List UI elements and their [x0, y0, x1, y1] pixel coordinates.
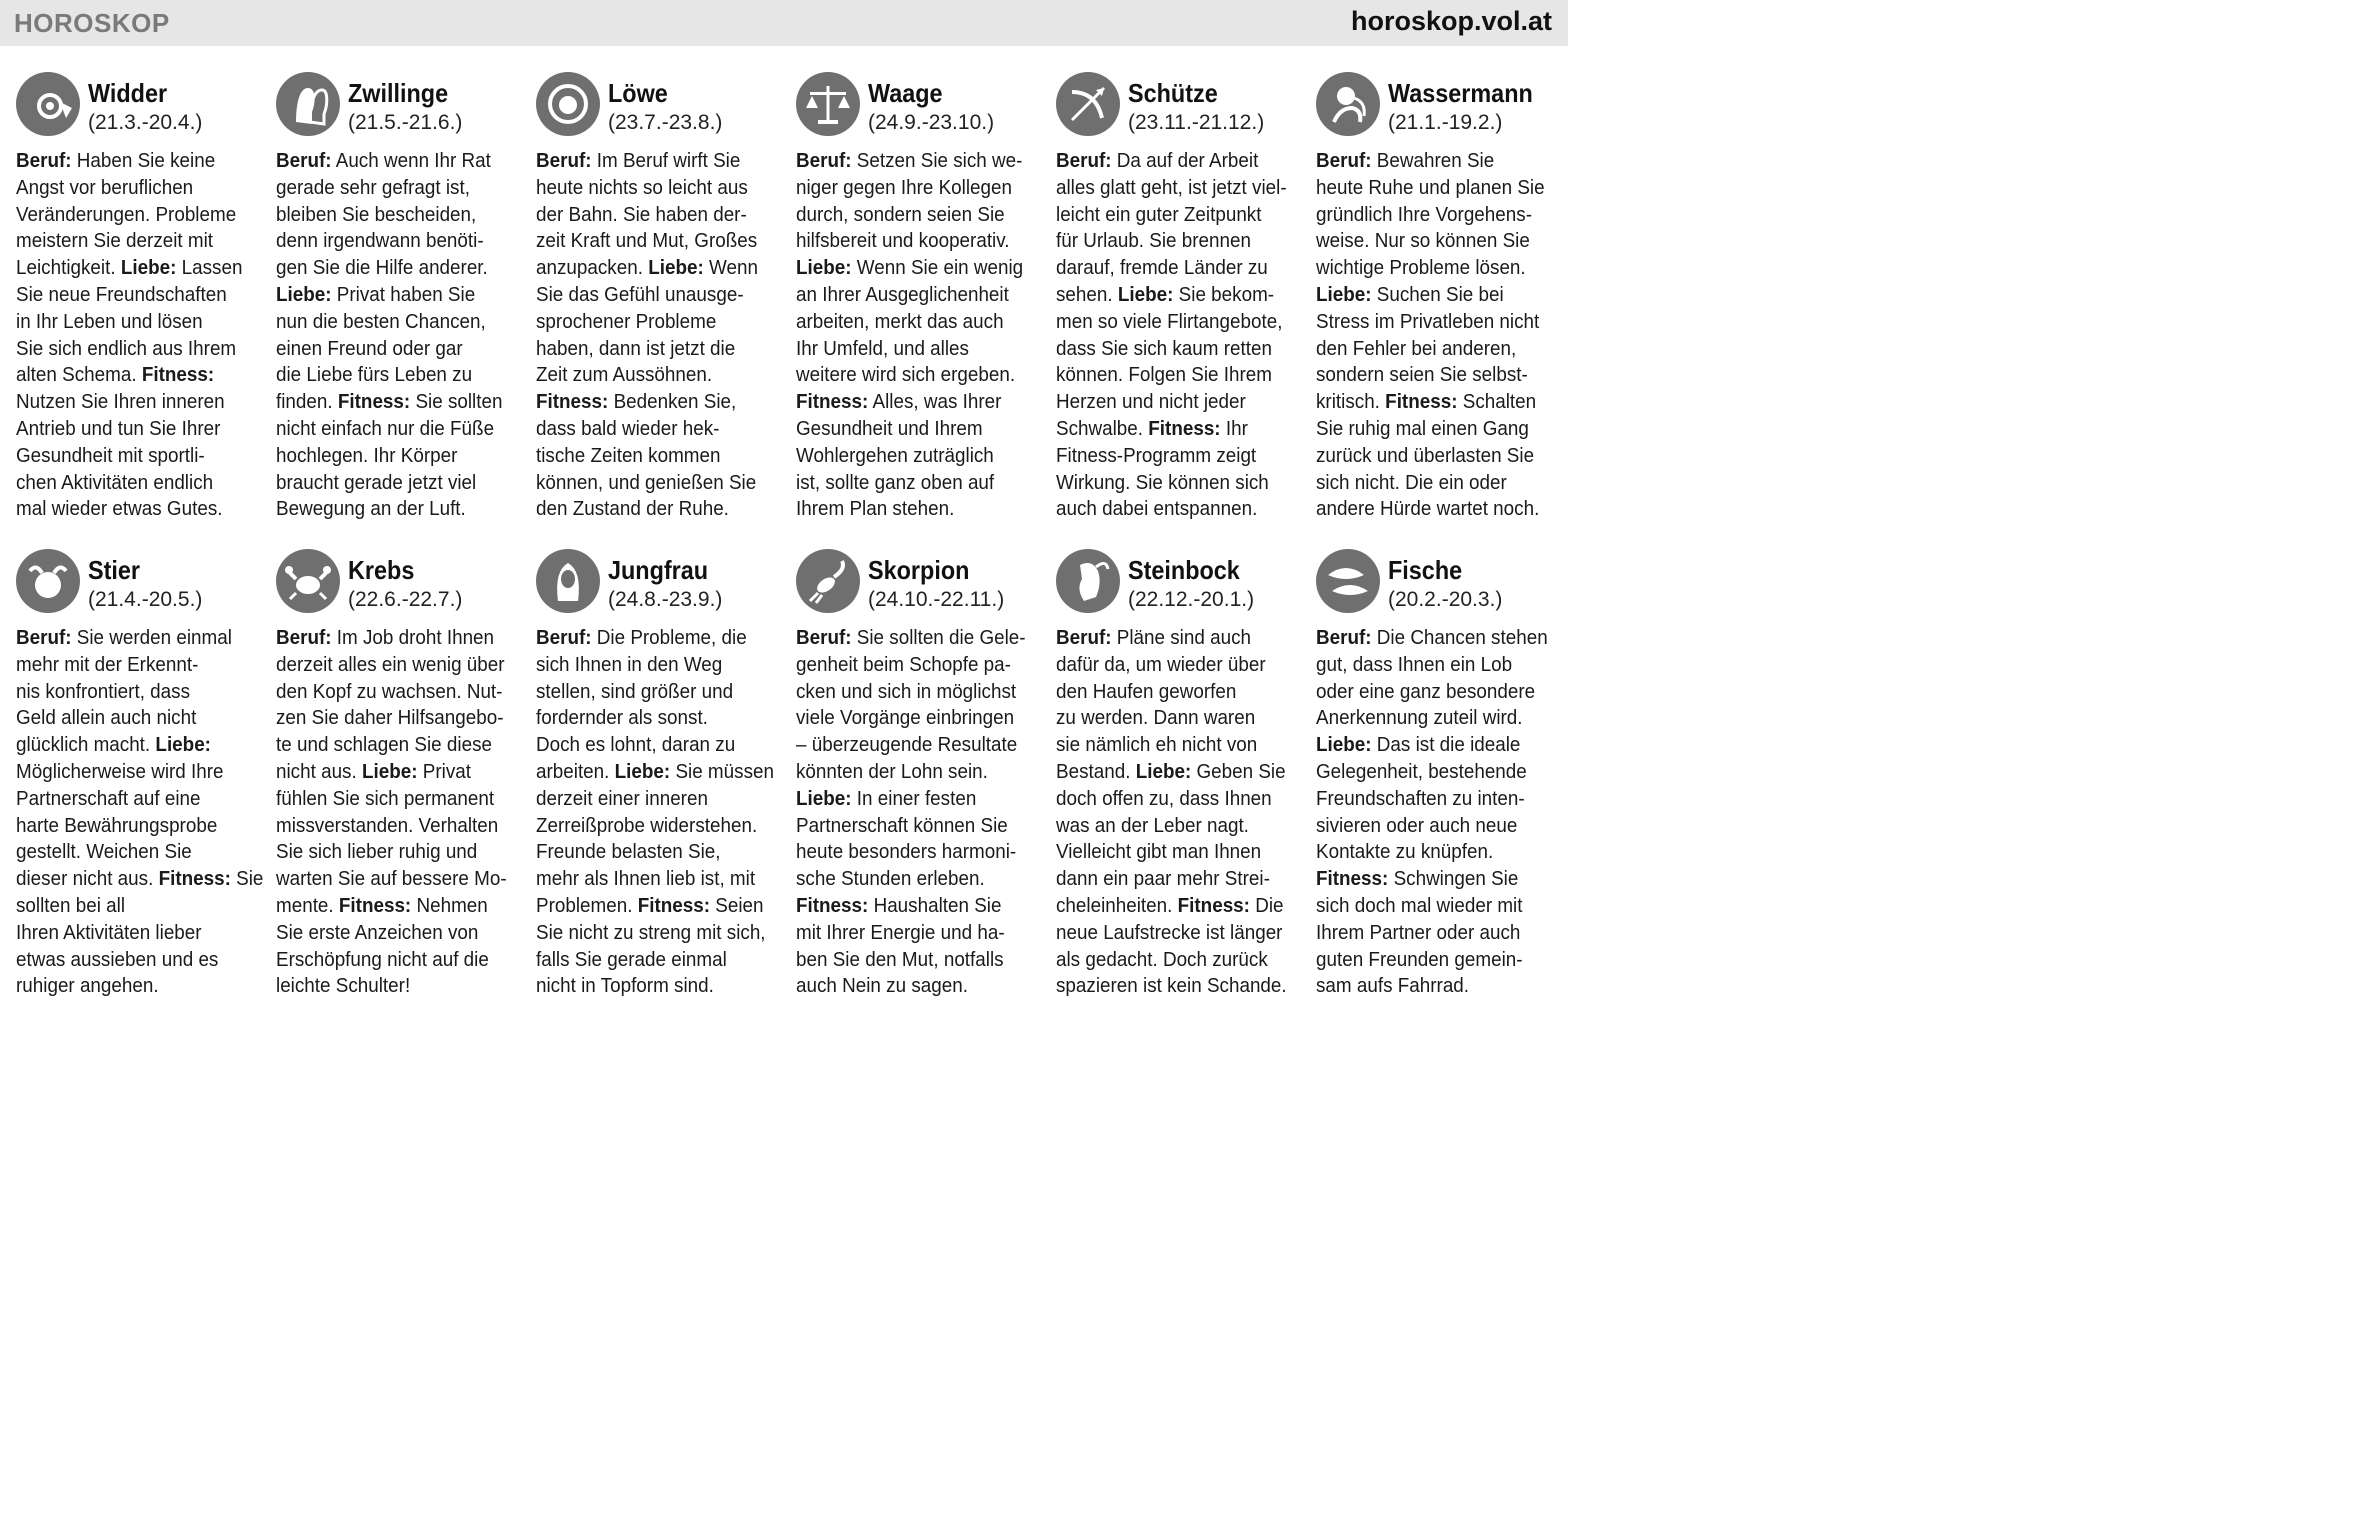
label-beruf: Beruf: — [796, 149, 852, 172]
header-bar — [0, 0, 1568, 46]
text-liebe: Geben Sie doch offen zu, dass Ihnen was an der Leber nagt. Vielleicht gibt man Ihnen dann ein paar mehr Strei- cheleinheiten. — [1056, 759, 1286, 917]
sign-forecast-text — [796, 625, 1046, 1000]
sign-forecast-text — [536, 148, 786, 523]
text-fitness: Sie sollten bei all Ihren Aktivitäten lieber etwas aussieben und es ruhiger angehen. — [16, 867, 264, 998]
sign-name: Schütze — [1128, 78, 1218, 108]
text-liebe: Das ist die ideale Gelegenheit, bestehende Freundschaften zu inten- sivieren oder auch neue Kontakte zu knüpfen. — [1316, 733, 1527, 864]
sign-forecast-text — [1316, 148, 1566, 523]
goat-icon — [1056, 549, 1120, 613]
label-liebe: Liebe: — [648, 256, 704, 280]
sign-forecast-text — [276, 625, 526, 1000]
sign-header — [1056, 547, 1304, 617]
text-fitness: Bedenken Sie, dass bald wieder hek- tische Zeiten kommen können, und genießen Sie den Zustand der Ruhe. — [536, 390, 757, 521]
bull-icon — [16, 549, 80, 613]
crab-icon — [276, 549, 340, 613]
label-liebe: Liebe: — [276, 282, 332, 306]
text-liebe: Wenn Sie das Gefühl unausge- sprochener Probleme haben, dann ist jetzt die Zeit zum Aussöhnen. — [536, 256, 758, 387]
label-liebe: Liebe: — [120, 256, 177, 280]
scales-icon — [796, 72, 860, 136]
sign-name: Widder — [88, 78, 168, 108]
sign-header — [276, 70, 524, 140]
fish-icon — [1316, 549, 1380, 613]
label-beruf: Beruf: — [1056, 149, 1112, 172]
sign-name: Stier — [88, 555, 141, 585]
text-liebe: In einer festen Partnerschaft können Sie heute besonders harmoni- sche Stunden erleben. — [796, 786, 1017, 891]
sign-wassermann — [1316, 70, 1564, 523]
sign-dates: (24.8.-23.9.) — [608, 588, 723, 611]
sign-name: Löwe — [608, 78, 668, 108]
sign-header — [536, 70, 784, 140]
text-liebe: Privat haben Sie nun die besten Chancen, einen Freund oder gar die Liebe fürs Leben zu finden. — [276, 282, 486, 414]
sign-dates: (20.2.-20.3.) — [1388, 588, 1503, 611]
sign-dates: (21.3.-20.4.) — [88, 111, 203, 134]
sign-forecast-text — [16, 148, 266, 523]
sign-forecast-text — [1316, 625, 1566, 1000]
label-fitness: Fitness: — [1316, 867, 1389, 891]
sign-header — [796, 547, 1044, 617]
sign-dates: (21.1.-19.2.) — [1388, 111, 1503, 134]
text-fitness: Nehmen Sie erste Anzeichen von Erschöpfung nicht auf die leichte Schulter! — [276, 893, 489, 998]
sign-name: Fische — [1388, 555, 1463, 585]
text-beruf: Haben Sie keine Angst vor beruflichen Veränderungen. Probleme meistern Sie derzeit mit Leichtigkeit. — [16, 149, 237, 280]
sign-forecast-text — [1056, 625, 1306, 1000]
sign-name: Waage — [868, 78, 943, 108]
text-fitness: Sie sollten nicht einfach nur die Füße hochlegen. Ihr Körper braucht gerade jetzt viel Bewegung an der Luft. — [276, 390, 503, 521]
label-fitness: Fitness: — [158, 867, 231, 891]
label-fitness: Fitness: — [338, 893, 412, 917]
sign-forecast-text — [16, 625, 266, 1000]
label-beruf: Beruf: — [16, 149, 72, 172]
sign-schütze — [1056, 70, 1304, 523]
label-beruf: Beruf: — [536, 149, 592, 172]
label-fitness: Fitness: — [1177, 893, 1250, 917]
label-liebe: Liebe: — [155, 733, 211, 757]
text-fitness: Haushalten Sie mit Ihrer Energie und ha- ben Sie den Mut, notfalls auch Nein zu sagen. — [796, 893, 1005, 998]
sign-dates: (21.4.-20.5.) — [88, 588, 203, 611]
label-beruf: Beruf: — [1056, 626, 1112, 649]
label-beruf: Beruf: — [536, 626, 592, 649]
sign-krebs — [276, 547, 524, 1000]
text-liebe: Privat fühlen Sie sich permanent missverstanden. Verhalten Sie sich lieber ruhig und warten Sie auf bessere Mo- mente. — [276, 759, 507, 917]
lion-icon — [536, 72, 600, 136]
sign-name: Steinbock — [1128, 555, 1240, 585]
label-fitness: Fitness: — [536, 390, 609, 414]
label-beruf: Beruf: — [1316, 626, 1372, 649]
text-fitness: Schwingen Sie sich doch mal wieder mit Ihrem Partner oder auch guten Freunden gemein- sam aufs Fahrrad. — [1316, 867, 1523, 998]
label-fitness: Fitness: — [1148, 416, 1221, 440]
sign-forecast-text — [536, 625, 786, 1000]
archer-icon — [1056, 72, 1120, 136]
sign-header — [536, 547, 784, 617]
label-liebe: Liebe: — [1117, 282, 1174, 306]
virgin-icon — [536, 549, 600, 613]
label-beruf: Beruf: — [276, 149, 332, 172]
sign-dates: (23.7.-23.8.) — [608, 111, 723, 134]
label-liebe: Liebe: — [361, 759, 418, 783]
sign-header — [1316, 547, 1564, 617]
text-beruf: Bewahren Sie heute Ruhe und planen Sie gründlich Ihre Vorgehens- weise. Nur so können Sie wichtige Probleme lösen. — [1316, 149, 1545, 280]
sign-name: Jungfrau — [608, 555, 709, 585]
sign-dates: (23.11.-21.12.) — [1128, 111, 1265, 134]
sign-header — [276, 547, 524, 617]
sign-steinbock — [1056, 547, 1304, 1000]
label-fitness: Fitness: — [796, 390, 869, 414]
text-fitness: Seien Sie nicht zu streng mit sich, falls Sie gerade einmal nicht in Topform sind. — [536, 893, 766, 998]
text-liebe: Sie bekom- men so viele Flirtangebote, dass Sie sich kaum retten können. Folgen Sie Ihrem Herzen und nicht jeder Schwalbe. — [1056, 282, 1283, 440]
scorpion-icon — [796, 549, 860, 613]
text-beruf: Pläne sind auch dafür da, um wieder über den Haufen geworfen zu werden. Dann waren sie nämlich eh nicht von Bestand. — [1056, 626, 1266, 783]
sign-waage — [796, 70, 1044, 523]
sign-dates: (22.6.-22.7.) — [348, 588, 463, 611]
text-beruf: Setzen Sie sich we- niger gegen Ihre Kollegen durch, sondern seien Sie hilfsbereit und kooperativ. — [796, 149, 1023, 253]
sign-dates: (21.5.-21.6.) — [348, 111, 463, 134]
text-fitness: Alles, was Ihrer Gesundheit und Ihrem Wohlergehen zuträglich ist, sollte ganz oben auf Ihrem Plan stehen. — [796, 390, 1002, 521]
label-beruf: Beruf: — [276, 626, 332, 649]
text-beruf: Da auf der Arbeit alles glatt geht, ist jetzt viel- leicht ein guter Zeitpunkt für Urlaub. Sie brennen darauf, fremde Länder zu sehen. — [1056, 149, 1287, 306]
label-fitness: Fitness: — [1385, 390, 1458, 414]
text-liebe: Sie müssen derzeit einer inneren Zerreißprobe widerstehen. Freunde belasten Sie, mehr als Ihnen lieb ist, mit Problemen. — [536, 759, 774, 917]
text-liebe: Wenn Sie ein wenig an Ihrer Ausgeglichenheit arbeiten, merkt das auch Ihr Umfeld, und alles weitere wird sich ergeben. — [796, 256, 1024, 387]
sign-dates: (22.12.-20.1.) — [1128, 588, 1255, 611]
site-url[interactable]: horoskop.vol.at — [1350, 6, 1552, 36]
sign-header — [16, 547, 264, 617]
sign-dates: (24.9.-23.10.) — [868, 111, 995, 134]
label-beruf: Beruf: — [16, 626, 72, 649]
text-liebe: Suchen Sie bei Stress im Privatleben nicht den Fehler bei anderen, sondern seien Sie selbst- kritisch. — [1316, 282, 1540, 414]
label-liebe: Liebe: — [796, 256, 852, 280]
text-beruf: Sie sollten die Gele- genheit beim Schopfe pa- cken und sich in möglichst viele Vorgänge einbringen – überzeugende Resultate könnten der Lohn sein. — [796, 626, 1026, 783]
sign-dates: (24.10.-22.11.) — [868, 588, 1005, 611]
label-fitness: Fitness: — [141, 363, 215, 387]
label-liebe: Liebe: — [1316, 733, 1372, 757]
text-beruf: Im Job droht Ihnen derzeit alles ein wenig über den Kopf zu wachsen. Nut- zen Sie daher Hilfsangebo- te und schlagen Sie diese nicht aus. — [276, 626, 505, 783]
text-fitness: Ihr Fitness-Programm zeigt Wirkung. Sie können sich auch dabei entspannen. — [1056, 416, 1269, 521]
label-liebe: Liebe: — [614, 759, 671, 783]
sign-header — [796, 70, 1044, 140]
text-fitness: Schalten Sie ruhig mal einen Gang zurück und überlasten Sie sich nicht. Die ein oder andere Hürde wartet noch. — [1316, 390, 1540, 521]
text-beruf: Im Beruf wirft Sie heute nichts so leicht aus der Bahn. Sie haben der- zeit Kraft und Mut, Großes anzupacken. — [536, 149, 758, 280]
sign-header — [1316, 70, 1564, 140]
text-fitness: Die neue Laufstrecke ist länger als gedacht. Doch zurück spazieren ist kein Schande. — [1056, 893, 1287, 998]
sign-widder — [16, 70, 264, 523]
water-bearer-icon — [1316, 72, 1380, 136]
sign-fische — [1316, 547, 1564, 1000]
label-fitness: Fitness: — [796, 893, 869, 917]
label-beruf: Beruf: — [796, 626, 852, 649]
page-title: HOROSKOP — [14, 8, 170, 38]
twins-icon — [276, 72, 340, 136]
sign-name: Wassermann — [1388, 78, 1533, 108]
text-beruf: Sie werden einmal mehr mit der Erkennt- nis konfrontiert, dass Geld allein auch nicht glücklich macht. — [16, 626, 232, 757]
label-liebe: Liebe: — [1316, 282, 1372, 306]
label-fitness: Fitness: — [337, 390, 411, 414]
sign-zwillinge — [276, 70, 524, 523]
sign-forecast-text — [276, 148, 526, 523]
label-beruf: Beruf: — [1316, 149, 1372, 172]
label-fitness: Fitness: — [637, 893, 711, 917]
sign-header — [16, 70, 264, 140]
label-liebe: Liebe: — [796, 786, 852, 810]
sign-forecast-text — [796, 148, 1046, 523]
text-beruf: Auch wenn Ihr Rat gerade sehr gefragt ist, bleiben Sie bescheiden, denn irgendwann benöti- gen Sie die Hilfe anderer. — [276, 149, 491, 280]
text-beruf: Die Chancen stehen gut, dass Ihnen ein Lob oder eine ganz besondere Anerkennung zuteil wird. — [1316, 626, 1548, 730]
sign-skorpion — [796, 547, 1044, 1000]
text-beruf: Die Probleme, die sich Ihnen in den Weg stellen, sind größer und fordernder als sonst. Doch es lohnt, daran zu arbeiten. — [536, 626, 747, 783]
ram-icon — [16, 72, 80, 136]
sign-header — [1056, 70, 1304, 140]
text-fitness: Nutzen Sie Ihren inneren Antrieb und tun Sie Ihrer Gesundheit mit sportli- chen Aktivitäten endlich mal wieder etwas Gutes. — [16, 390, 225, 521]
text-liebe: Lassen Sie neue Freundschaften in Ihr Leben und lösen Sie sich endlich aus Ihrem alten Schema. — [16, 256, 243, 387]
label-liebe: Liebe: — [1135, 759, 1192, 783]
sign-name: Krebs — [348, 555, 415, 585]
sign-name: Skorpion — [868, 555, 970, 585]
text-liebe: Möglicherweise wird Ihre Partnerschaft auf eine harte Bewährungsprobe gestellt. Weichen Sie dieser nicht aus. — [16, 759, 224, 891]
sign-löwe — [536, 70, 784, 523]
sign-jungfrau — [536, 547, 784, 1000]
sign-stier — [16, 547, 264, 1000]
sign-name: Zwillinge — [348, 78, 449, 108]
sign-forecast-text — [1056, 148, 1306, 523]
